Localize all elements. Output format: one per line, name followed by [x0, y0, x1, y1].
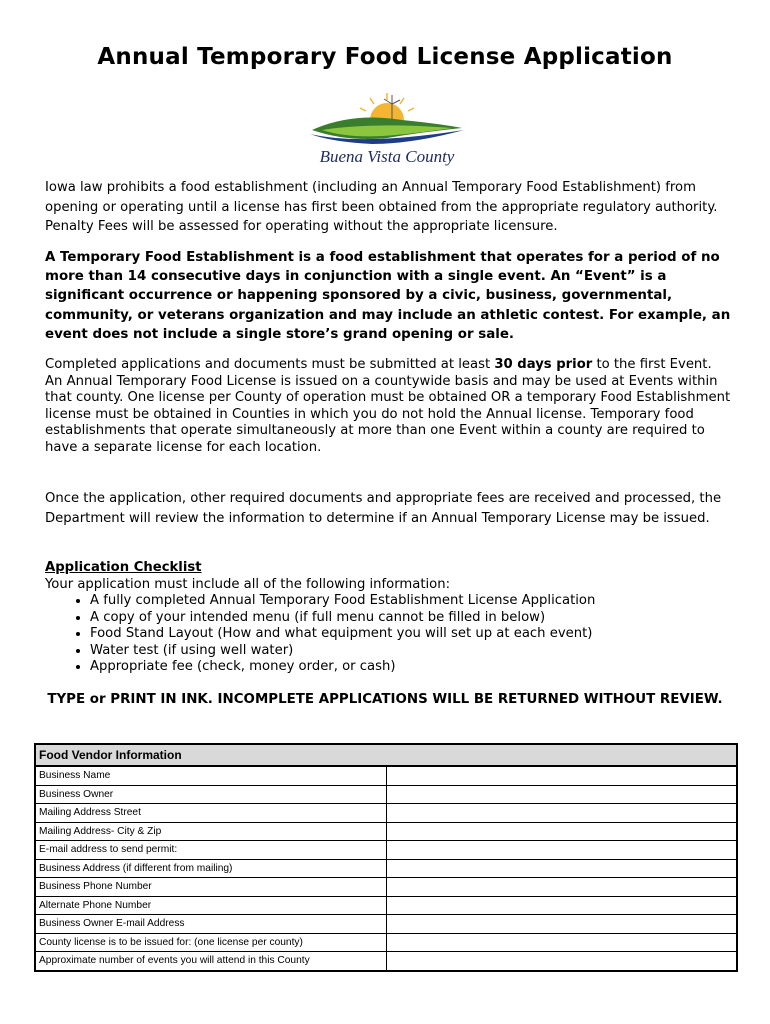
- field-label: Business Owner E-mail Address: [35, 915, 387, 934]
- event-count-field[interactable]: [387, 952, 738, 971]
- table-row: [35, 896, 737, 915]
- table-row: [35, 804, 737, 823]
- table-row: [35, 766, 737, 785]
- field-label: Business Address (if different from mailing): [35, 859, 387, 878]
- field-label: Business Phone Number: [35, 878, 387, 897]
- page-title: Annual Temporary Food License Application: [97, 44, 673, 70]
- ink-notice: TYPE or PRINT IN INK. INCOMPLETE APPLICATIONS WILL BE RETURNED WITHOUT REVIEW.: [47, 692, 723, 707]
- checklist-item: • A fully completed Annual Temporary Food Establishment License Application: [90, 593, 735, 610]
- submission-text-end: to the first Event.: [592, 357, 712, 372]
- logo-text: Buena Vista County: [319, 147, 455, 166]
- field-label: Approximate number of events you will attend in this County: [35, 952, 387, 971]
- owner-email-field[interactable]: [387, 915, 738, 934]
- checklist-heading: Application Checklist: [45, 560, 202, 575]
- business-owner-field[interactable]: [387, 785, 738, 804]
- alternate-phone-field[interactable]: [387, 896, 738, 915]
- checklist-item: • Water test (if using well water): [90, 643, 735, 660]
- field-label: Business Name: [35, 766, 387, 785]
- mailing-city-zip-field[interactable]: [387, 822, 738, 841]
- field-label: Business Owner: [35, 785, 387, 804]
- field-label: County license is to be issued for: (one license per county): [35, 933, 387, 952]
- checklist-list: [45, 593, 735, 676]
- permit-email-field[interactable]: [387, 841, 738, 860]
- checklist-item: • A copy of your intended menu (if full menu cannot be filled in below): [90, 610, 735, 627]
- business-name-field[interactable]: [387, 766, 738, 785]
- mailing-street-field[interactable]: [387, 804, 738, 823]
- table-row: [35, 878, 737, 897]
- submission-paragraph: [45, 357, 735, 456]
- business-address-field[interactable]: [387, 859, 738, 878]
- table-heading: Food Vendor Information: [35, 744, 737, 766]
- checklist-intro: Your application must include all of the following information:: [45, 576, 451, 592]
- intro-paragraph: Iowa law prohibits a food establishment (including an Annual Temporary Food Establishment) from opening or operating until a license has first been obtained from the appropriate regulatory authority. Penalty Fees will be assessed for operating without the appropriate licensure.: [45, 180, 718, 234]
- field-label: E-mail address to send permit:: [35, 841, 387, 860]
- table-row: [35, 952, 737, 971]
- table-row: [35, 785, 737, 804]
- submission-deadline: 30 days prior: [494, 357, 593, 372]
- table-row: [35, 915, 737, 934]
- business-phone-field[interactable]: [387, 878, 738, 897]
- table-row: [35, 822, 737, 841]
- table-row: [35, 933, 737, 952]
- field-label: Mailing Address- City & Zip: [35, 822, 387, 841]
- table-row: [35, 841, 737, 860]
- license-info-text: An Annual Temporary Food License is issued on a countywide basis and may be used at Events within that county. One license per County of operation must be obtained OR a temporary Food Establishment license must be obtained in Counties in which you do not hold the Annual license. Temporary food establishments that operate simultaneously at more than one Event within a county are required to have a separate license for each location.: [45, 373, 731, 455]
- submission-text: Completed applications and documents must be submitted at least: [45, 357, 495, 372]
- checklist-item: • Appropriate fee (check, money order, or cash): [90, 659, 735, 676]
- application-checklist: [45, 560, 735, 676]
- food-vendor-table: [34, 743, 738, 972]
- table-header-row: [35, 744, 737, 766]
- county-logo: [292, 90, 482, 170]
- review-paragraph: Once the application, other required documents and appropriate fees are received and processed, the Department will review the information to determine if an Annual Temporary License may be issued.: [45, 491, 722, 526]
- field-label: Mailing Address Street: [35, 804, 387, 823]
- county-license-field[interactable]: [387, 933, 738, 952]
- table-row: [35, 859, 737, 878]
- definition-paragraph: A Temporary Food Establishment is a food establishment that operates for a period of no more than 14 consecutive days in conjunction with a single event. An “Event” is a significant occurrence or happening sponsored by a civic, business, governmental, community, or veterans organization and may include an athletic contest. For example, an event does not include a single store’s grand opening or sale.: [45, 250, 731, 342]
- checklist-item: • Food Stand Layout (How and what equipment you will set up at each event): [90, 626, 735, 643]
- field-label: Alternate Phone Number: [35, 896, 387, 915]
